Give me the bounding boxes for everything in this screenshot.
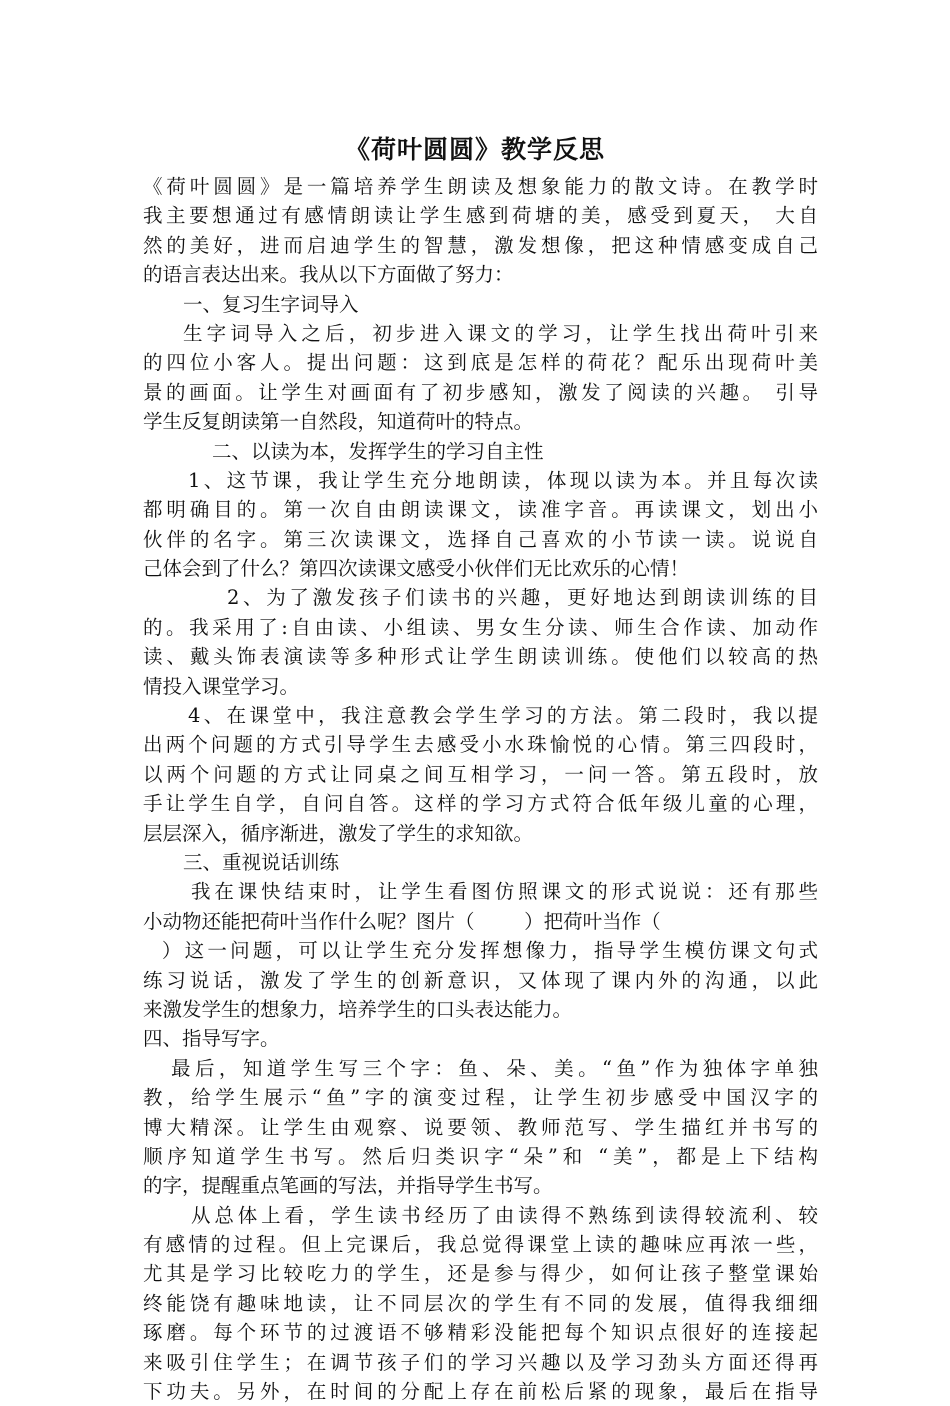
paragraph-line: 博大精深。让学生由观察、说要领、教师范写、学生描红并书写的 xyxy=(143,1115,818,1139)
paragraph-line: 教，给学生展示“鱼”字的演变过程，让学生初步感受中国汉字的 xyxy=(143,1086,818,1110)
paragraph-line: 小动物还能把荷叶当作什么呢？图片（ ）把荷叶当作（ xyxy=(143,909,661,933)
paragraph-line: 下功夫。另外，在时间的分配上存在前松后紧的现象，最后在指导 xyxy=(143,1380,818,1404)
paragraph-line: 《荷叶圆圆》是一篇培养学生朗读及想象能力的散文诗。在教学时 xyxy=(143,175,818,198)
paragraph-line: 读、戴头饰表演读等多种形式让学生朗读训练。使他们以较高的热 xyxy=(143,645,818,669)
paragraph-line: ）这一问题，可以让学生充分发挥想像力，指导学生模仿课文句式 xyxy=(143,939,818,963)
paragraph-line: 手让学生自学，自问自答。这样的学习方式符合低年级儿童的心理， xyxy=(143,792,818,816)
paragraph-line: 伙伴的名字。第三次读课文，选择自己喜欢的小节读一读。说说自 xyxy=(143,527,818,551)
paragraph-line: 来激发学生的想象力，培养学生的口头表达能力。 xyxy=(143,997,573,1021)
paragraph-line: 终能饶有趣味地读，让不同层次的学生有不同的发展，值得我细细 xyxy=(143,1291,818,1315)
paragraph-line: 出两个问题的方式引导学生去感受小水珠愉悦的心情。第三四段时， xyxy=(143,733,818,757)
document-body xyxy=(143,172,818,1406)
paragraph-line: 的。我采用了:自由读、小组读、男女生分读、师生合作读、加动作 xyxy=(143,615,818,639)
paragraph-line: 最后，知道学生写三个字：鱼、朵、美。“鱼”作为独体字单独 xyxy=(171,1056,818,1080)
paragraph-line: 的四位小客人。提出问题：这到底是怎样的荷花？配乐出现荷叶美 xyxy=(143,351,818,375)
paragraph-line: 以两个问题的方式让同桌之间互相学习，一问一答。第五段时，放 xyxy=(143,762,818,786)
paragraph-line: 我主要想通过有感情朗读让学生感到荷塘的美，感受到夏天， 大自 xyxy=(143,204,818,228)
paragraph-line: 顺序知道学生书写。然后归类识字“朵”和 “美”，都是上下结构 xyxy=(143,1144,818,1168)
paragraph-line: 的字，提醒重点笔画的写法，并指导学生书写。 xyxy=(143,1174,553,1198)
paragraph-line: 2、为了激发孩子们读书的兴趣，更好地达到朗读训练的目 xyxy=(227,586,818,610)
paragraph-line: 生字词导入之后，初步进入课文的学习，让学生找出荷叶引来 xyxy=(183,321,818,345)
paragraph-line: 情投入课堂学习。 xyxy=(143,674,300,698)
paragraph-line: 尤其是学习比较吃力的学生，还是参与得少，如何让孩子整堂课始 xyxy=(143,1262,818,1286)
paragraph-line: 1、这节课，我让学生充分地朗读，体现以读为本。并且每次读 xyxy=(188,468,818,492)
paragraph-line: 二、以读为本，发挥学生的学习自主性 xyxy=(212,439,544,463)
paragraph-line: 四、指导写字。 xyxy=(143,1027,280,1051)
paragraph-line: 我在课快结束时，让学生看图仿照课文的形式说说：还有那些 xyxy=(191,880,818,904)
paragraph-line: 己体会到了什么？第四次读课文感受小伙伴们无比欢乐的心情！ xyxy=(143,557,690,581)
paragraph-line: 琢磨。每个环节的过渡语不够精彩没能把每个知识点很好的连接起 xyxy=(143,1321,818,1345)
paragraph-line: 4、在课堂中，我注意教会学生学习的方法。第二段时，我以提 xyxy=(188,704,818,728)
paragraph-line: 从总体上看，学生读书经历了由读得不熟练到读得较流利、较 xyxy=(191,1203,818,1227)
paragraph-line: 有感情的过程。但上完课后，我总觉得课堂上读的趣味应再浓一些， xyxy=(143,1233,818,1257)
paragraph-line: 的语言表达出来。我从以下方面做了努力： xyxy=(143,263,514,287)
paragraph-line: 层层深入，循序渐进，激发了学生的求知欲。 xyxy=(143,821,534,845)
paragraph-line: 一、复习生字词导入 xyxy=(183,292,359,316)
document-title: 《荷叶圆圆》教学反思 xyxy=(344,135,605,164)
paragraph-line: 都明确目的。第一次自由朗读课文，读准字音。再读课文，划出小 xyxy=(143,498,818,522)
paragraph-line: 来吸引住学生；在调节孩子们的学习兴趣以及学习劲头方面还得再 xyxy=(143,1350,818,1374)
paragraph-line: 三、重视说话训练 xyxy=(183,850,340,874)
paragraph-line: 然的美好，进而启迪学生的智慧，激发想像，把这种情感变成自己 xyxy=(143,233,818,257)
paragraph-line: 学生反复朗读第一自然段，知道荷叶的特点。 xyxy=(143,410,534,434)
paragraph-line: 景的画面。让学生对画面有了初步感知，激发了阅读的兴趣。 引导 xyxy=(143,380,818,404)
paragraph-line: 练习说话，激发了学生的创新意识，又体现了课内外的沟通，以此 xyxy=(143,968,818,992)
